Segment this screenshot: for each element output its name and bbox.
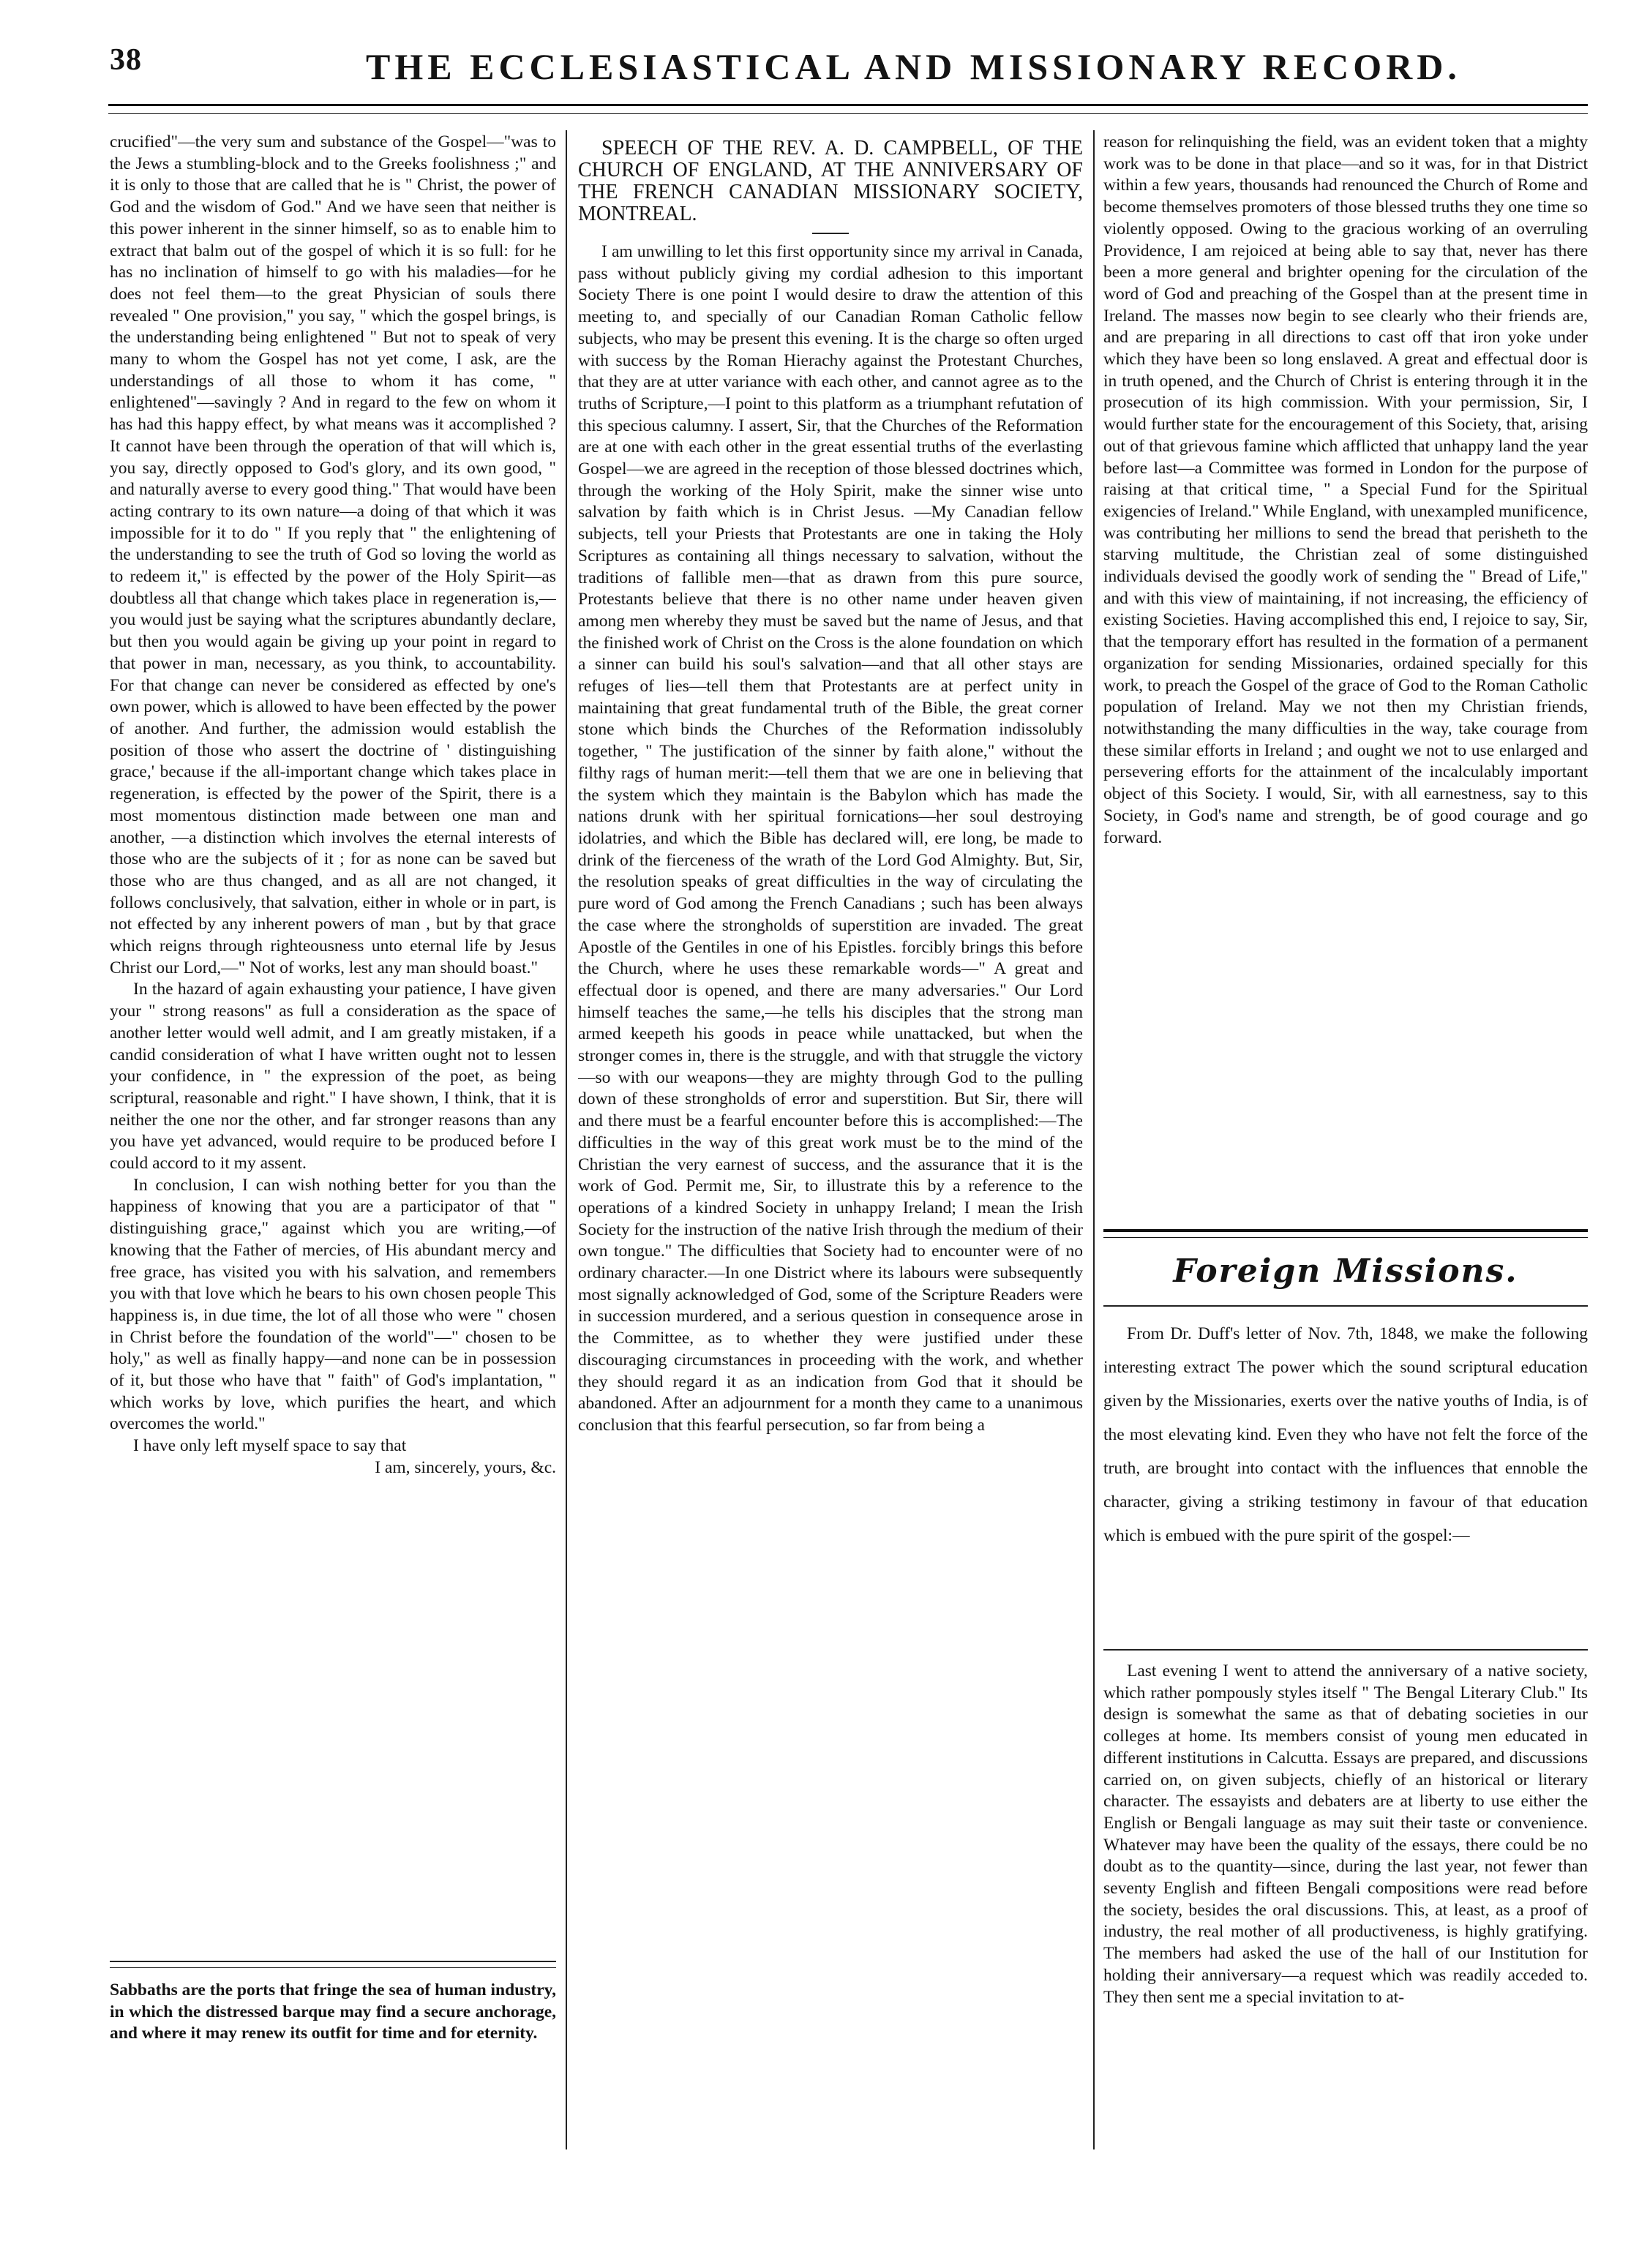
speech-title: SPEECH OF THE REV. A. D. CAMPBELL, OF THE CHURCH OF ENGLAND, AT THE ANNIVERSARY OF THE FRENCH CANADIAN MISSIONARY SOCIETY, MONTREAL.: [578, 137, 1083, 225]
column-campbell-speech: [578, 132, 1083, 2166]
foreign-missions-rule-bottom: [1103, 1305, 1588, 1307]
running-head-title: THE ECCLESIASTICAL AND MISSIONARY RECORD.: [366, 46, 1461, 87]
header-rule: [108, 104, 1588, 114]
page-number: 38: [110, 43, 142, 77]
letter-paragraph: I have only left myself space to say that: [133, 1436, 407, 1456]
foreign-missions-heading: Foreign Missions.: [1173, 1253, 1518, 1290]
body-paragraph: Last evening I went to attend the anniversary of a native society, which rather pompously styles itself " The Bengal Literary Club." Its design is somewhat the same as that of debating societies in our colleges at home. Its members consist of young men educated in different institutions in Calcutta. Essays are prepared, and discussions carried on, on given subjects, chiefly of an historical or literary character. The essayists and debaters are at liberty to use either the English or Bengali language as may suit their taste or convenience. Whatever may have been the quality of the essays, there could be no doubt as to the quantity—since, during the last year, not fewer than seventy English and fifteen Bengali compositions were read before the society, besides the oral discussions. This, at least, as a proof of industry, the real mother of all productiveness, is highly gratifying. The members had asked the use of the hall of our Institution for holding their anniversary—a request which was readily acceded to. They then sent me a special invitation to at-: [1103, 1661, 1588, 2007]
column-divider-left: [566, 130, 567, 2149]
speech-paragraph: I am unwilling to let this first opportunity since my arrival in Canada, pass without publicly giving my cordial adhesion to this important Society There is one point I would desire to draw the attention of this meeting to, and specially of our Canadian Roman Catholic fellow subjects, who may be present this evening. It is the charge so often urged with success by the Roman Hierachy against the Protestant Churches, that they are at utter variance with each other, and cannot agree as to the truths of Scripture,—I point to this platform as a triumphant refutation of this specious calumny. I assert, Sir, that the Churches of the Reformation are at one with each other in the great essential truths of the everlasting Gospel—we are agreed in the reception of those blessed doctrines which, through the working of the Holy Spirit, make the sinner wise unto salvation by faith which is in Christ Jesus. —My Canadian fellow subjects, tell your Priests that Protestants are one in taking the Holy Scriptures as containing all things necessary to salvation, without the traditions of fallible men—that as drawn from this pure source, Protestants believe that there is no other name under heaven given among men whereby they must be saved but the name of Jesus, and that the finished work of Christ on the Cross is the alone foundation on which a sinner can build his soul's salvation—and that all other stays are refuges of lies—tell them that Protestants are at perfect unity in maintaining that great fundamental truth of the Bible, the great corner stone which binds the Churches of the Reformation indissolubly together, " The justification of the sinner by faith alone," without the filthy rags of human merit:—tell them that we are one in believing that the system which they maintain is the Babylon which has made the nations drunk with her spiritual fornications—her soul destroying idolatries, and which the Bible has declared will, ere long, be made to drink of the fierceness of the wrath of the Lord God Almighty. But, Sir, the resolution speaks of great difficulties in the way of circulating the pure word of God among the French Canadians ; such has been always the case where the strongholds of superstition are invaded. The great Apostle of the Gentiles in one of his Epistles. forcibly brings this before the Church, where he uses these remarkable words—" A great and effectual door is opened, and there are many adversaries." Our Lord himself teaches the same,—he tells his disciples that the strong man armed keepeth his goods in peace while unattacked, but when the stronger comes in, there is the struggle, and with that struggle the victory—so with our weapons—they are mighty through God to the pulling down of these strongholds of error and superstition. But Sir, there will and there must be a fearful encounter before this is accomplished:—The difficulties in the way of this great work must be to the mind of the Christian the very earnest of success, and the assurance that it is the work of God. Permit me, Sir, to illustrate this by a reference to the operations of a kindred Society in unhappy Ireland; I mean the Irish Society for the instruction of the native Irish through the medium of their own tongue." The difficulties that Society had to encounter were of no ordinary character.—In one District where its labours were subsequently most signally acknowledged of God, some of the Scripture Readers were in succession murdered, and a serious question in consequence arose in the Committee, as to whether they were justified under these discouraging circumstances in proceeding with the work, and whether they should regard it as an indication from God that it should be abandoned. After an adjournment for a month they came to a unanimous conclusion that this fearful persecution, so far from being a: [578, 242, 1083, 1435]
intro-paragraph: From Dr. Duff's letter of Nov. 7th, 1848, we make the following interesting extract The power which the sound scriptural education given by the Missionaries, exerts over the native youths of India, is of the most elevating kind. Even they who have not felt the force of the truth, are brought into contact with the influences that ennoble the character, giving a striking testimony in favour of that education which is embued with the pure spirit of the gospel:—: [1103, 1324, 1588, 1545]
letter-paragraph: In the hazard of again exhausting your patience, I have given your " strong reasons" as full a consideration as the space of another letter would well admit, and I am greatly mistaken, if a candid consideration of what I have written ought not to lessen your confidence, in " the expression of the poet, as being scriptural, reasonable and right." I have shown, I think, that it is neither the one nor the other, and far stronger reasons than any you have yet advanced, would require to be produced before I could accord to it my assent.: [110, 980, 556, 1174]
sabbath-note: [110, 1961, 556, 2045]
foreign-missions-rule-top: [1103, 1229, 1588, 1238]
letter-signature: I am, sincerely, yours, &c.: [375, 1457, 556, 1477]
column-divider-right: [1093, 130, 1095, 2149]
foreign-missions-body: [1103, 1661, 1588, 2144]
column-letter-continuation: [110, 132, 556, 2034]
sabbath-text: Sabbaths are the ports that fringe the sea of human industry, in which the distressed barque may find a secure anchorage, and where it may renew its outfit for time and for eternity.: [110, 1980, 556, 2043]
letter-paragraph: In conclusion, I can wish nothing better for you than the happiness of knowing that you are a participator of that " distinguishing grace," against which you are writing,—of knowing that the Father of mercies, of His abundant mercy and free grace, has visited you with his salvation, and remembers you with that love which he bears to his own chosen people This happiness is, in due time, the lot of all those who were " chosen in Christ before the foundation of the world"—" chosen to be holy," as well as finally happy—and none can be in possession of it, but those who have that " faith" of God's implantation, " which works by love, which purifies the heart, and which overcomes the world.": [110, 1175, 556, 1434]
column-speech-continuation: [1103, 132, 1588, 1229]
letter-paragraph: crucified"—the very sum and substance of the Gospel—"was to the Jews a stumbling-block and to the Greeks foolishness ;" and it is only to those that are called that he is " Christ, the power of God and the wisdom of God." And we have seen that neither is this power inherent in the sinner himself, so as to enable him to extract that balm out of the gospel of which it is so full: for he has no inclination of himself to go with his maladies—for he does not feel them—to the great Physician of souls there revealed " One provision," you say, " which the gospel brings, is the understanding being enlightened " But not to speak of very many to whom the Gospel has not yet come, I ask, are the understandings of all those to whom it has come, " enlightened"—savingly ? And in regard to the few on whom it has had this happy effect, by what means was it accomplished ? It cannot have been through the operation of that will which is, you say, directly opposed to God's glory, and its own good, " and naturally averse to every good thing." That would have been acting contrary to its own nature—a doing of that which it was impossible for it to do " If you reply that " the enlightening of the understanding to see the truth of God so loving the world as to redeem it," is effected by the power of the Holy Spirit—as doubtless all that change which takes place in regeneration is,—you would just be saying what the scriptures abundantly declare, but then you would again be giving up your point in regard to that power in man, necessary, as you think, to accountability. For that change can never be considered as effected by one's own power, which is allowed to have been effected by the power of another. And further, the admission would establish the position of those who assert the doctrine of ' distinguishing grace,' because if the all-important change which takes place in regeneration, is effected by the power of the Spirit, there is a most momentous distinction made between one man and another, —a distinction which involves the eternal interests of those who are the subjects of it ; for as none can be saved but those who are thus changed, and as all are not changed, it follows conclusively, that salvation, either in whole or in part, is not effected by any inherent powers of man , but by that grace which reigns through righteousness unto eternal life by Jesus Christ our Lord,—" Not of works, lest any man should boast.": [110, 132, 556, 977]
speech-paragraph: reason for relinquishing the field, was an evident token that a mighty work was to be done in that place—and so it was, for in that District within a few years, thousands had renounced the Church of Rome and become themselves promoters of those blessed truths they one time so violently opposed. Owing to the gracious working of an overruling Providence, I am rejoiced at being able to say that, never has there been a more general and brighter opening for the circulation of the word of God and preaching of the Gospel than at the present time in Ireland. The masses now begin to see clearly who their friends are, and are preparing in all directions to cast off that iron yoke under which they have been so long enslaved. A great and effectual door is in truth opened, and the Church of Christ is entering through it in the prosecution of its high commission. With your permission, Sir, I would further state for the encouragement of this Society, that, arising out of that grievous famine which afflicted that unhappy land the year before last—a Committee was formed in London for the purpose of raising at that critical time, " a Special Fund for the Spiritual exigencies of Ireland." While England, with unexampled munificence, was contributing her millions to send the bread that perisheth to the starving multitude, the Christian zeal of some distinguished individuals devised the goodly work of sending the " Bread of Life," and with this view of maintaining, if not increasing, the efficiency of existing Societies. Having accomplished this end, I rejoice to say, Sir, that the temporary effort has resulted in the formation of a permanent organization for sending Missionaries, ordained specially for this work, to preach the Gospel of the grace of God to the Roman Catholic population of Ireland. May we not then my Christian friends, notwithstanding the many difficulties in the way, take courage from these similar efforts in Ireland ; and ought we not to use enlarged and persevering efforts for the attainment of the incalculably important object of this Society. I would, Sir, with all earnestness, say to this Society, in God's name and strength, be of good courage and go forward.: [1103, 132, 1588, 847]
title-rule: [812, 233, 849, 234]
sabbath-rule: [110, 1961, 556, 1968]
intro-rule: [1103, 1649, 1588, 1651]
